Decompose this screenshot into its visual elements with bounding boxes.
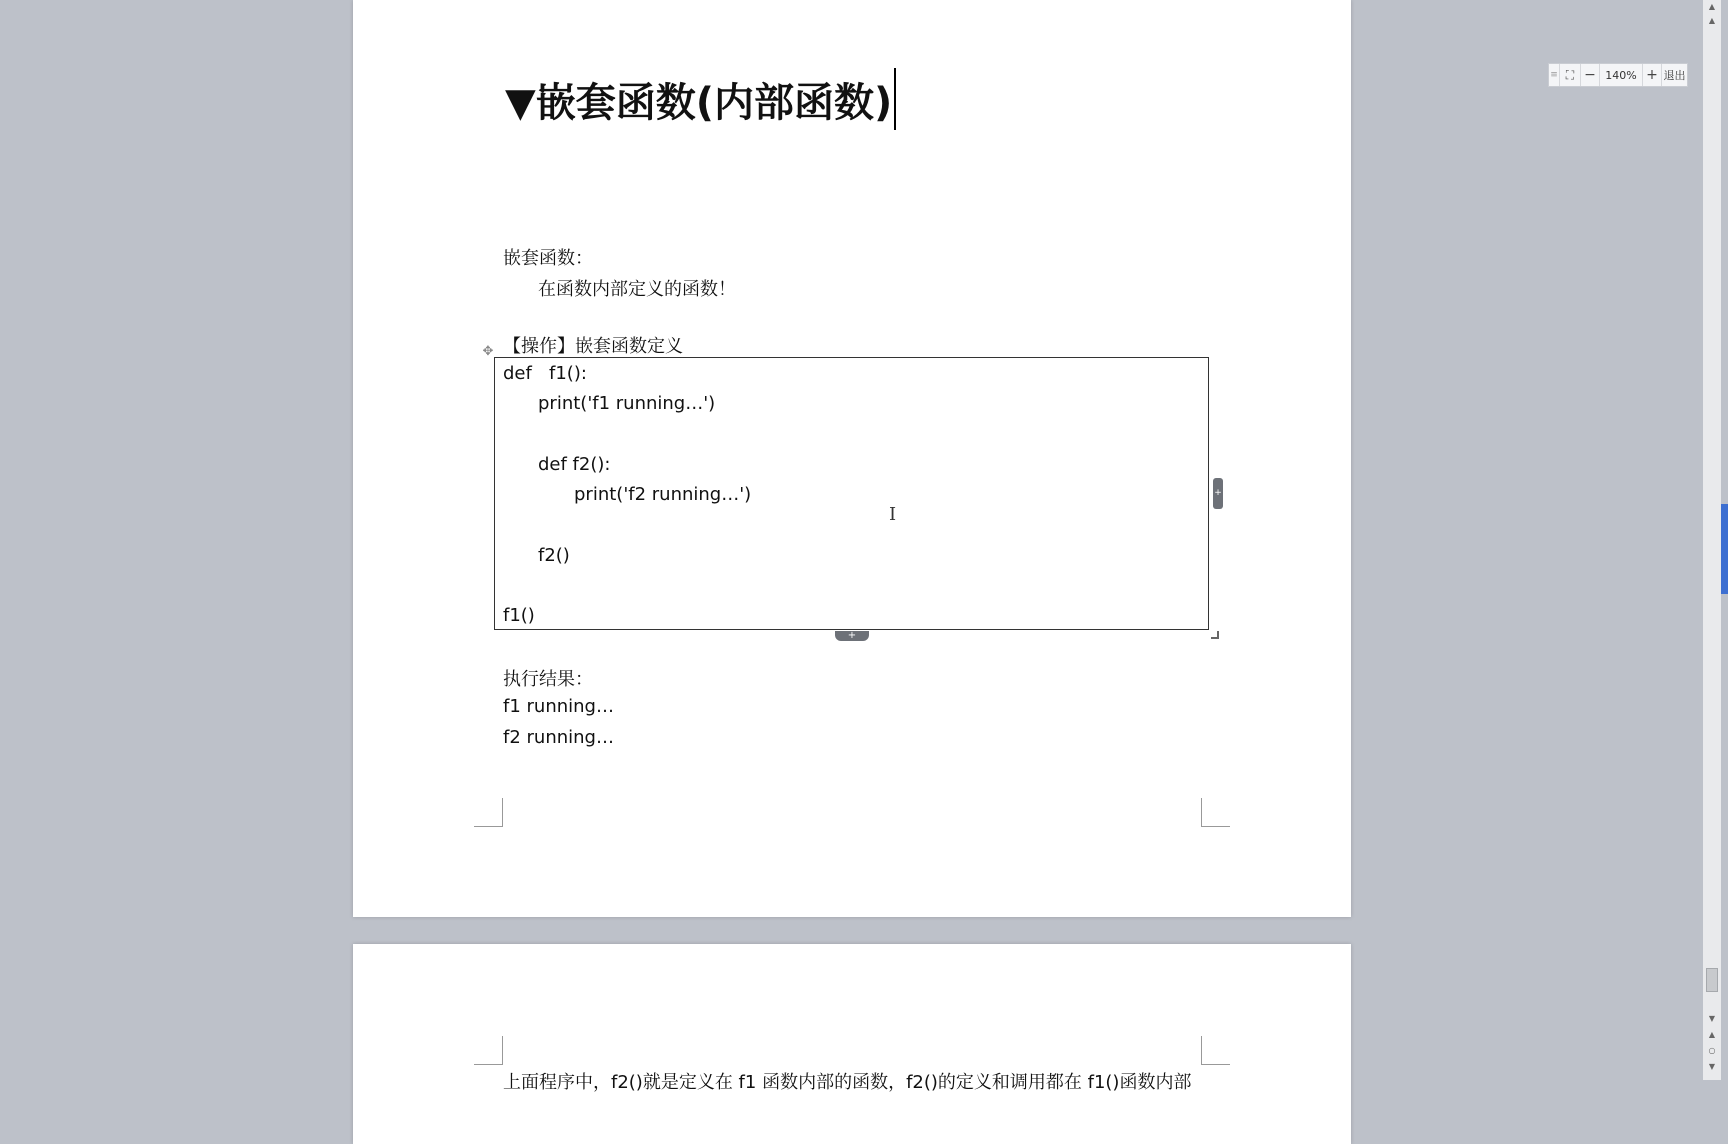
result-line: f1 running… [503, 696, 614, 717]
previous-page-icon[interactable]: ▲ [1708, 1030, 1716, 1039]
vertical-scrollbar[interactable] [1703, 0, 1721, 1080]
margin-corner-mark [474, 798, 503, 827]
margin-corner-mark [1201, 798, 1230, 827]
next-page-icon[interactable]: ▼ [1708, 1062, 1716, 1071]
scrollbar-thumb[interactable] [1706, 968, 1718, 992]
code-table[interactable] [494, 357, 1209, 630]
table-move-icon[interactable]: ✥ [482, 344, 494, 359]
code-line: print('f2 running…') [574, 484, 752, 505]
zoom-toolbar [1548, 63, 1688, 87]
result-label: 执行结果： [503, 669, 593, 690]
code-line: def f2(): [538, 454, 611, 475]
table-resize-handle[interactable] [1211, 631, 1219, 639]
text-caret [894, 68, 896, 130]
exit-button[interactable]: 退出 [1663, 69, 1686, 82]
grip-icon[interactable]: ≡ [1549, 64, 1560, 86]
heading[interactable] [505, 68, 896, 130]
heading-text: ▼嵌套函数(内部函数) [505, 80, 893, 126]
result-line: f2 running… [503, 727, 614, 748]
margin-corner-mark [474, 1036, 503, 1065]
scroll-up-icon[interactable]: ▲ [1708, 2, 1716, 11]
document-page-2[interactable] [353, 944, 1351, 1144]
code-line: def f1(): [503, 363, 587, 384]
code-line: f2() [538, 545, 570, 566]
scroll-down-icon[interactable]: ▼ [1708, 1014, 1716, 1023]
page2-text: 上面程序中，f2()就是定义在 f1 函数内部的函数，f2()的定义和调用都在 f1()函数内部 [503, 1072, 1192, 1093]
definition-label: 嵌套函数： [503, 248, 593, 269]
zoom-level[interactable]: 140% [1600, 64, 1643, 86]
add-row-handle[interactable]: + [835, 631, 869, 641]
definition-text: 在函数内部定义的函数！ [538, 279, 736, 300]
select-browse-object-icon[interactable]: ○ [1708, 1046, 1716, 1055]
zoom-in-button[interactable]: + [1643, 64, 1662, 86]
code-line: print('f1 running…') [538, 393, 716, 414]
add-column-handle[interactable]: + [1213, 478, 1223, 509]
operation-heading: 【操作】嵌套函数定义 [503, 336, 683, 357]
side-panel-tab[interactable] [1721, 504, 1728, 594]
document-page-1[interactable] [353, 0, 1351, 917]
margin-corner-mark [1201, 1036, 1230, 1065]
scroll-up-icon[interactable]: ▲ [1708, 16, 1716, 25]
fit-page-icon[interactable]: ⛶ [1560, 64, 1581, 86]
ibeam-cursor-icon: I [889, 504, 897, 525]
code-line: f1() [503, 605, 535, 626]
zoom-out-button[interactable]: − [1581, 64, 1600, 86]
